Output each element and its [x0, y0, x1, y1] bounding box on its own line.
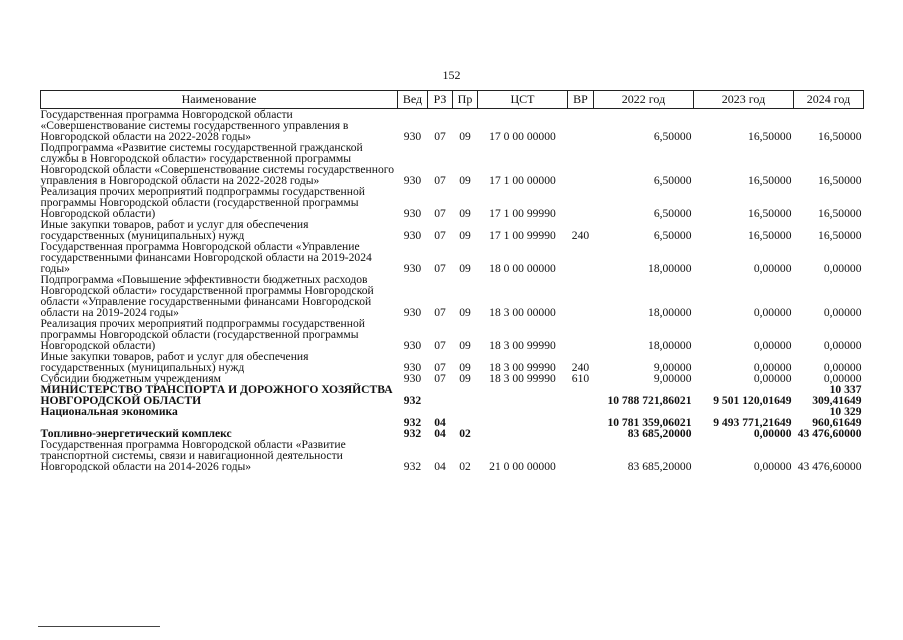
cell-pr [453, 384, 478, 406]
header-rz: РЗ [428, 91, 453, 109]
cell-2022: 18,00000 [648, 339, 692, 352]
cell-ved: 932 [403, 394, 422, 407]
cell-2023: 9 501 120,01649 [713, 394, 792, 407]
cell-2022: 6,50000 [653, 130, 692, 143]
cell-2022: 9,00000 [653, 361, 692, 374]
footnote-separator [38, 626, 160, 627]
table-row [41, 142, 864, 186]
cell-pr: 09 [459, 339, 471, 352]
cell-2023: 0,00000 [753, 306, 792, 319]
cell-ved: 930 [403, 174, 422, 187]
table-row [41, 351, 864, 373]
table-row [41, 186, 864, 219]
cell-2024: 0,00000 [823, 262, 862, 275]
cell-vr [568, 428, 594, 439]
page-number: 152 [442, 68, 461, 82]
table-row [41, 318, 864, 351]
cell-name: Иные закупки товаров, работ и услуг для обеспечения государственных (муниципальных) нужд [40, 350, 309, 374]
cell-vr: 240 [571, 229, 590, 242]
cell-pr: 09 [459, 130, 471, 143]
cell-pr: 09 [459, 372, 471, 385]
cell-ved: 930 [403, 207, 422, 220]
cell-name: Реализация прочих мероприятий подпрограммы государственной программы Новгородской области (государственной программы Новгородской области) [40, 185, 365, 220]
cell-cst: 17 1 00 00000 [489, 174, 556, 187]
cell-vr [568, 109, 594, 143]
cell-2024: 16,50000 [818, 174, 862, 187]
cell-cst: 17 0 00 00000 [489, 130, 556, 143]
cell-ved: 930 [403, 306, 422, 319]
cell-cst: 18 3 00 00000 [489, 306, 556, 319]
cell-cst [478, 428, 568, 439]
cell-ved: 932 [403, 427, 422, 440]
cell-vr [568, 318, 594, 351]
header-2022: 2022 год [594, 91, 694, 109]
cell-rz: 07 [434, 339, 446, 352]
budget-table [40, 90, 864, 472]
cell-cst [478, 384, 568, 406]
cell-2022: 6,50000 [653, 229, 692, 242]
cell-pr: 09 [459, 229, 471, 242]
cell-vr [568, 406, 594, 428]
cell-2024: 0,00000 [823, 306, 862, 319]
cell-pr: 09 [459, 306, 471, 319]
cell-ved: 930 [403, 339, 422, 352]
cell-2024: 43 476,60000 [797, 460, 862, 473]
cell-vr [568, 274, 594, 318]
table-row [41, 109, 864, 143]
header-2024: 2024 год [794, 91, 864, 109]
cell-cst: 17 1 00 99990 [489, 229, 556, 242]
cell-vr [568, 142, 594, 186]
cell-2024: 16,50000 [818, 229, 862, 242]
cell-2023: 0,00000 [753, 361, 792, 374]
cell-2022: 9,00000 [653, 372, 692, 385]
header-cst: ЦСТ [478, 91, 568, 109]
cell-cst: 18 0 00 00000 [489, 262, 556, 275]
cell-2023: 0,00000 [753, 460, 792, 473]
cell-name: Реализация прочих мероприятий подпрограммы государственной программы Новгородской области (государственной программы Новгородской области) [40, 317, 365, 352]
cell-rz: 04 [434, 460, 446, 473]
cell-vr: 610 [571, 372, 590, 385]
cell-ved: 932 [403, 460, 422, 473]
header-ved: Вед [398, 91, 428, 109]
table-row [41, 241, 864, 274]
cell-pr [453, 406, 478, 428]
cell-cst: 17 1 00 99990 [489, 207, 556, 220]
cell-name: Государственная программа Новгородской области «Совершенствование системы государственного управления в Новгородской области на 2022-2028 годы» [40, 108, 349, 143]
table-header-row [41, 91, 864, 109]
cell-name: Государственная программа Новгородской области «Развитие транспортной системы, связи и навигационной деятельности Новгородской области на 2014-2026 годы» [40, 438, 346, 473]
cell-ved: 930 [403, 372, 422, 385]
table-row [41, 406, 864, 428]
cell-name: Субсидии бюджетным учреждениям [40, 372, 221, 385]
cell-pr: 09 [459, 361, 471, 374]
cell-2022: 18,00000 [648, 306, 692, 319]
cell-cst: 18 3 00 99990 [489, 339, 556, 352]
cell-name: МИНИСТЕРСТВО ТРАНСПОРТА И ДОРОЖНОГО ХОЗЯЙСТВА НОВГОРОДСКОЙ ОБЛАСТИ [40, 383, 393, 407]
cell-ved: 930 [403, 130, 422, 143]
cell-vr [568, 241, 594, 274]
cell-2022: 83 685,20000 [627, 460, 692, 473]
cell-2022: 10 781 359,06021 [607, 416, 692, 429]
cell-ved: 930 [403, 229, 422, 242]
cell-rz: 07 [434, 207, 446, 220]
cell-rz: 07 [434, 229, 446, 242]
cell-rz: 04 [434, 427, 446, 440]
header-pr: Пр [453, 91, 478, 109]
cell-2024: 0,00000 [823, 361, 862, 374]
cell-name: Подпрограмма «Развитие системы государственной гражданской службы в Новгородской области» государственной программы Новгородской области «Совершенствование системы государственного управления в Новгородской области на 2022-2028 годы» [40, 141, 395, 187]
cell-name: Топливно-энергетический комплекс [40, 427, 232, 440]
cell-ved: 930 [403, 262, 422, 275]
cell-2023: 0,00000 [753, 262, 792, 275]
cell-rz: 04 [434, 416, 446, 429]
cell-pr: 02 [459, 427, 471, 440]
cell-rz [428, 384, 453, 406]
cell-vr: 240 [571, 361, 590, 374]
table-row [41, 439, 864, 472]
cell-rz: 07 [434, 174, 446, 187]
cell-ved: 932 [403, 416, 422, 429]
table-row [41, 219, 864, 241]
cell-name: Государственная программа Новгородской области «Управление государственными финансами Новгородской области на 2019-2024 годы» [40, 240, 372, 275]
cell-2024: 10 329 960,61649 [812, 405, 862, 429]
cell-2024: 0,00000 [823, 372, 862, 385]
cell-cst: 18 3 00 99990 [489, 361, 556, 374]
cell-cst: 21 0 00 00000 [489, 460, 556, 473]
cell-2023: 16,50000 [748, 229, 792, 242]
cell-2024: 16,50000 [818, 207, 862, 220]
cell-vr [568, 186, 594, 219]
cell-rz: 07 [434, 372, 446, 385]
cell-vr [568, 439, 594, 472]
cell-2024: 0,00000 [823, 339, 862, 352]
cell-2023: 0,00000 [753, 372, 792, 385]
cell-2024: 16,50000 [818, 130, 862, 143]
cell-2022: 6,50000 [653, 207, 692, 220]
cell-2022: 10 788 721,86021 [607, 394, 692, 407]
cell-rz: 07 [434, 262, 446, 275]
table-row [41, 384, 864, 406]
cell-2023: 0,00000 [753, 339, 792, 352]
cell-pr: 09 [459, 262, 471, 275]
cell-pr: 09 [459, 174, 471, 187]
cell-2024: 43 476,60000 [797, 427, 862, 440]
cell-rz: 07 [434, 361, 446, 374]
cell-2022: 83 685,20000 [627, 427, 692, 440]
header-vr: ВР [568, 91, 594, 109]
cell-2023: 16,50000 [748, 174, 792, 187]
cell-2023: 16,50000 [748, 207, 792, 220]
cell-cst: 18 3 00 99990 [489, 372, 556, 385]
cell-name: Национальная экономика [40, 405, 178, 418]
cell-pr: 02 [459, 460, 471, 473]
cell-2024: 10 337 309,41649 [812, 383, 862, 407]
cell-2023: 9 493 771,21649 [713, 416, 792, 429]
header-2023: 2023 год [694, 91, 794, 109]
cell-2022: 6,50000 [653, 174, 692, 187]
header-name: Наименование [41, 91, 398, 109]
cell-rz: 07 [434, 130, 446, 143]
cell-rz: 07 [434, 306, 446, 319]
cell-cst [478, 406, 568, 428]
cell-pr: 09 [459, 207, 471, 220]
table-row [41, 274, 864, 318]
cell-vr [568, 384, 594, 406]
cell-2023: 16,50000 [748, 130, 792, 143]
cell-name: Иные закупки товаров, работ и услуг для обеспечения государственных (муниципальных) нужд [40, 218, 309, 242]
cell-ved: 930 [403, 361, 422, 374]
cell-2023: 0,00000 [753, 427, 792, 440]
cell-2022: 18,00000 [648, 262, 692, 275]
cell-name: Подпрограмма «Повышение эффективности бюджетных расходов Новгородской области» государственной программы Новгородской области «Управление государственными финансами Новгородской области на 2019-2024 годы» [40, 273, 374, 319]
